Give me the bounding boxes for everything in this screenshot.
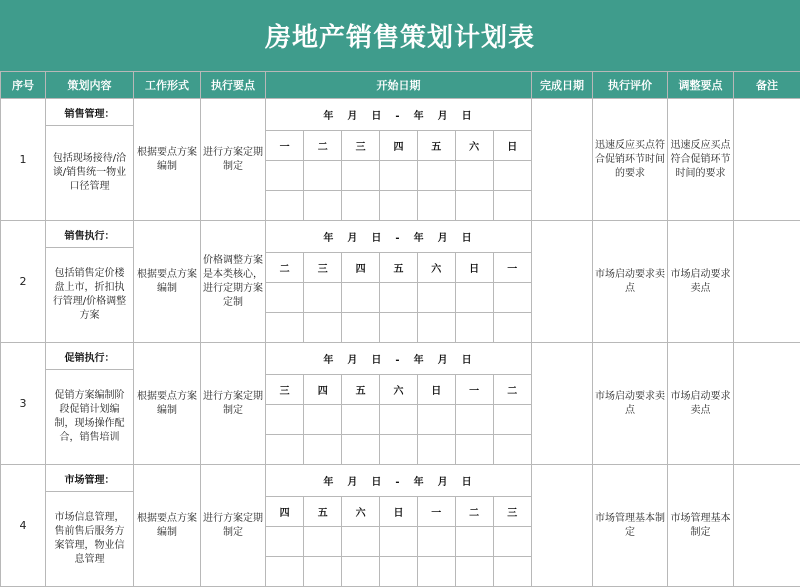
calendar-blank-row <box>266 434 531 464</box>
finish-date-cell <box>532 221 593 343</box>
header-evaluation: 执行评价 <box>593 72 668 99</box>
finish-date-cell <box>532 343 593 465</box>
note-cell <box>734 465 800 587</box>
weekday-cell: 三 <box>493 496 531 526</box>
adjust-cell <box>668 465 734 587</box>
weekday-cell: 四 <box>342 252 380 282</box>
adjust-cell <box>668 343 734 465</box>
plan-table <box>0 71 800 587</box>
key-points-cell <box>201 99 266 221</box>
weekday-row <box>266 496 531 526</box>
seq-cell: 1 <box>1 99 46 221</box>
note-cell <box>734 343 800 465</box>
weekday-cell: 三 <box>304 252 342 282</box>
adjust-text: 迅速反应买点符合促销环节时间的要求 <box>668 139 733 181</box>
plan-description: 包括销售定价楼盘上市，折扣执行管理/价格调整方案 <box>46 248 133 342</box>
weekday-cell: 二 <box>266 252 304 282</box>
table-row <box>1 221 800 343</box>
finish-date-cell <box>532 465 593 587</box>
key-points-cell <box>201 343 266 465</box>
header-adjust: 调整要点 <box>668 72 734 99</box>
work-form-text: 根据要点方案编制 <box>134 390 200 418</box>
key-points-cell <box>201 465 266 587</box>
table-row <box>1 343 800 465</box>
weekday-cell: 一 <box>266 130 304 160</box>
weekday-row <box>266 252 531 282</box>
adjust-text: 市场管理基本制定 <box>668 512 733 540</box>
calendar-grid <box>266 222 531 342</box>
seq-cell: 3 <box>1 343 46 465</box>
sheet-title: 房地产销售策划计划表 <box>0 0 800 71</box>
work-form-text: 根据要点方案编制 <box>134 146 200 174</box>
table-row <box>1 465 800 587</box>
calendar-blank-row <box>266 526 531 556</box>
weekday-cell: 三 <box>266 374 304 404</box>
calendar-blank-row <box>266 190 531 220</box>
weekday-cell: 一 <box>493 252 531 282</box>
header-form: 工作形式 <box>134 72 201 99</box>
evaluation-cell <box>593 343 668 465</box>
evaluation-text: 市场启动要求卖点 <box>593 390 667 418</box>
weekday-cell: 四 <box>266 496 304 526</box>
start-date-cell <box>266 465 532 587</box>
weekday-cell: 四 <box>304 374 342 404</box>
weekday-cell: 日 <box>455 252 493 282</box>
work-form-cell <box>134 343 201 465</box>
table-row <box>1 99 800 221</box>
calendar-blank-row <box>266 312 531 342</box>
calendar-blank-row <box>266 282 531 312</box>
plan-title: 促销执行： <box>46 343 133 370</box>
evaluation-cell <box>593 99 668 221</box>
start-date-cell <box>266 343 532 465</box>
weekday-cell: 三 <box>342 130 380 160</box>
weekday-cell: 六 <box>380 374 418 404</box>
date-range-line: 年 月 日 - 年 月 日 <box>266 466 531 497</box>
weekday-cell: 日 <box>417 374 455 404</box>
plan-title: 市场管理： <box>46 465 133 492</box>
calendar-grid <box>266 344 531 464</box>
work-form-cell <box>134 221 201 343</box>
weekday-cell: 四 <box>380 130 418 160</box>
header-points: 执行要点 <box>201 72 266 99</box>
weekday-cell: 六 <box>455 130 493 160</box>
header-note: 备注 <box>734 72 800 99</box>
evaluation-text: 市场启动要求卖点 <box>593 268 667 296</box>
adjust-cell <box>668 99 734 221</box>
date-range-line: 年 月 日 - 年 月 日 <box>266 344 531 375</box>
adjust-text: 市场启动要求卖点 <box>668 390 733 418</box>
weekday-row <box>266 130 531 160</box>
plan-title: 销售管理： <box>46 99 133 126</box>
header-finish-date: 完成日期 <box>532 72 593 99</box>
evaluation-text: 迅速反应买点符合促销环节时间的要求 <box>593 139 667 181</box>
header-content: 策划内容 <box>46 72 134 99</box>
date-range-line: 年 月 日 - 年 月 日 <box>266 222 531 253</box>
start-date-cell <box>266 99 532 221</box>
key-points-text: 进行方案定期制定 <box>201 512 265 540</box>
weekday-cell: 二 <box>493 374 531 404</box>
adjust-cell <box>668 221 734 343</box>
adjust-text: 市场启动要求卖点 <box>668 268 733 296</box>
weekday-row <box>266 374 531 404</box>
weekday-cell: 日 <box>380 496 418 526</box>
evaluation-cell <box>593 221 668 343</box>
seq-cell: 4 <box>1 465 46 587</box>
plan-content-cell <box>46 465 134 587</box>
plan-content-cell <box>46 343 134 465</box>
note-cell <box>734 221 800 343</box>
weekday-cell: 二 <box>455 496 493 526</box>
key-points-text: 价格调整方案是本类核心，进行定期方案定制 <box>201 254 265 310</box>
work-form-cell <box>134 465 201 587</box>
plan-description: 市场信息管理，售前售后服务方案管理，物业信息管理 <box>46 492 133 586</box>
weekday-cell: 二 <box>304 130 342 160</box>
work-form-cell <box>134 99 201 221</box>
start-date-cell <box>266 221 532 343</box>
seq-cell: 2 <box>1 221 46 343</box>
calendar-blank-row <box>266 556 531 586</box>
plan-description: 包括现场接待/洽谈/销售统一物业口径管理 <box>46 126 133 220</box>
header-row <box>1 72 800 99</box>
calendar-blank-row <box>266 404 531 434</box>
weekday-cell: 五 <box>304 496 342 526</box>
weekday-cell: 一 <box>455 374 493 404</box>
weekday-cell: 六 <box>342 496 380 526</box>
header-start-date: 开始日期 <box>266 72 532 99</box>
finish-date-cell <box>532 99 593 221</box>
plan-content-cell <box>46 99 134 221</box>
weekday-cell: 一 <box>417 496 455 526</box>
key-points-cell <box>201 221 266 343</box>
calendar-grid <box>266 466 531 586</box>
evaluation-text: 市场管理基本制定 <box>593 512 667 540</box>
plan-title: 销售执行： <box>46 221 133 248</box>
key-points-text: 进行方案定期制定 <box>201 146 265 174</box>
calendar-grid <box>266 100 531 220</box>
weekday-cell: 五 <box>380 252 418 282</box>
weekday-cell: 五 <box>417 130 455 160</box>
calendar-blank-row <box>266 160 531 190</box>
work-form-text: 根据要点方案编制 <box>134 268 200 296</box>
plan-description: 促销方案编制阶段促销计划编制，现场操作配合，销售培训 <box>46 370 133 464</box>
work-form-text: 根据要点方案编制 <box>134 512 200 540</box>
weekday-cell: 六 <box>417 252 455 282</box>
key-points-text: 进行方案定期制定 <box>201 390 265 418</box>
date-range-line: 年 月 日 - 年 月 日 <box>266 100 531 131</box>
note-cell <box>734 99 800 221</box>
plan-content-cell <box>46 221 134 343</box>
weekday-cell: 日 <box>493 130 531 160</box>
header-seq: 序号 <box>1 72 46 99</box>
evaluation-cell <box>593 465 668 587</box>
weekday-cell: 五 <box>342 374 380 404</box>
